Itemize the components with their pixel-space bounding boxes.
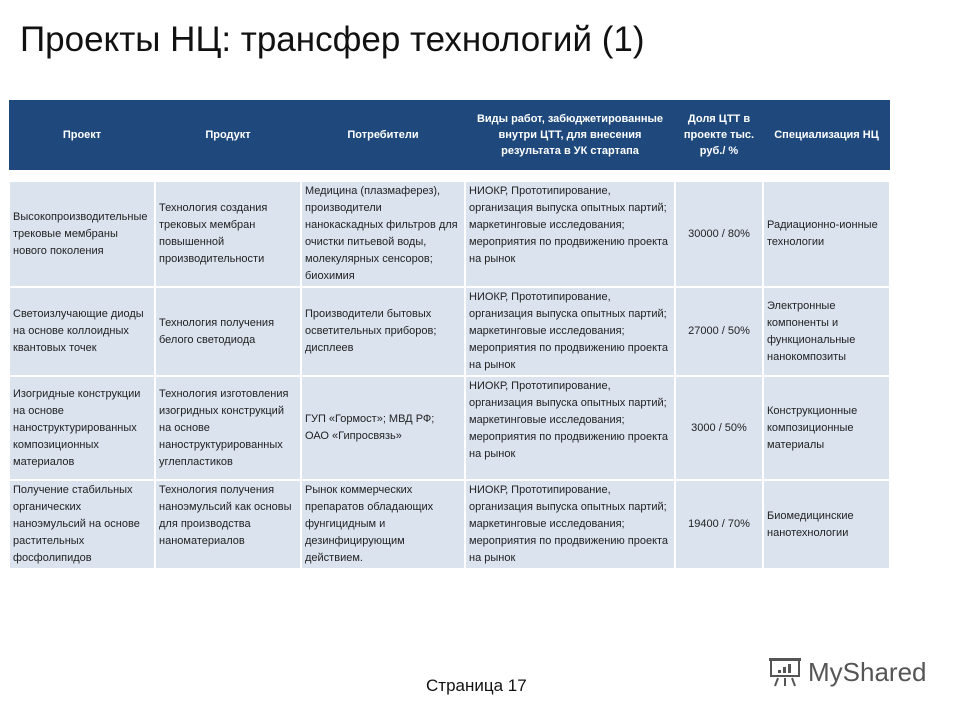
cell-product: Технология получения белого светодиода	[155, 287, 301, 376]
cell-specialization: Радиационно-ионные технологии	[763, 181, 890, 287]
table-header	[9, 100, 890, 171]
cell-specialization: Конструкционные композиционные материалы	[763, 376, 890, 480]
table-row	[9, 181, 890, 287]
header-specialization: Специализация НЦ	[763, 100, 890, 171]
header-share: Доля ЦТТ в проекте тыс. руб./ %	[675, 100, 763, 171]
header-product: Продукт	[155, 100, 301, 171]
presentation-board-icon	[768, 656, 802, 688]
cell-share: 30000 / 80%	[675, 181, 763, 287]
cell-work-types: НИОКР, Прототипирование, организация выпуска опытных партий; маркетинговые исследования; мероприятия по продвижению проекта на рынок	[465, 376, 675, 480]
cell-consumers: ГУП «Гормост»; МВД РФ; ОАО «Гипросвязь»	[301, 376, 465, 480]
cell-consumers: Медицина (плазмаферез), производители нанокаскадных фильтров для очистки питьевой воды, молекулярных сенсоров; биохимия	[301, 181, 465, 287]
cell-project: Светоизлучающие диоды на основе коллоидных квантовых точек	[9, 287, 155, 376]
projects-table	[8, 100, 891, 570]
cell-work-types: НИОКР, Прототипирование, организация выпуска опытных партий; маркетинговые исследования; мероприятия по продвижению проекта на рынок	[465, 181, 675, 287]
cell-project: Высокопроизводительные трековые мембраны нового поколения	[9, 181, 155, 287]
page-title: Проекты НЦ: трансфер технологий (1)	[20, 20, 645, 59]
logo-text: MyShared	[808, 656, 927, 687]
cell-specialization: Биомедицинские нанотехнологии	[763, 480, 890, 569]
table-row	[9, 287, 890, 376]
cell-share: 3000 / 50%	[675, 376, 763, 480]
table-row	[9, 480, 890, 569]
cell-work-types: НИОКР, Прототипирование, организация выпуска опытных партий; маркетинговые исследования; мероприятия по продвижению проекта на рынок	[465, 480, 675, 569]
cell-project: Изогридные конструкции на основе наноструктурированных композиционных материалов	[9, 376, 155, 480]
cell-share: 27000 / 50%	[675, 287, 763, 376]
cell-product: Технология получения наноэмульсий как основы для производства наноматериалов	[155, 480, 301, 569]
myshared-logo	[768, 656, 927, 688]
header-project: Проект	[9, 100, 155, 171]
cell-consumers: Производители бытовых осветительных приборов; дисплеев	[301, 287, 465, 376]
table-row	[9, 376, 890, 480]
cell-project: Получение стабильных органических наноэмульсий на основе растительных фосфолипидов	[9, 480, 155, 569]
cell-specialization: Электронные компоненты и функциональные нанокомпозиты	[763, 287, 890, 376]
cell-product: Технология изготовления изогридных конструкций на основе наноструктурированных углепластиков	[155, 376, 301, 480]
cell-work-types: НИОКР, Прототипирование, организация выпуска опытных партий; маркетинговые исследования; мероприятия по продвижению проекта на рынок	[465, 287, 675, 376]
cell-consumers: Рынок коммерческих препаратов обладающих фунгицидным и дезинфицирующим действием.	[301, 480, 465, 569]
header-work-types: Виды работ, забюджетированные внутри ЦТТ, для внесения результата в УК стартапа	[465, 100, 675, 171]
cell-share: 19400 / 70%	[675, 480, 763, 569]
header-consumers: Потребители	[301, 100, 465, 171]
cell-product: Технология создания трековых мембран повышенной производительности	[155, 181, 301, 287]
page-number: Страница 17	[426, 676, 527, 695]
